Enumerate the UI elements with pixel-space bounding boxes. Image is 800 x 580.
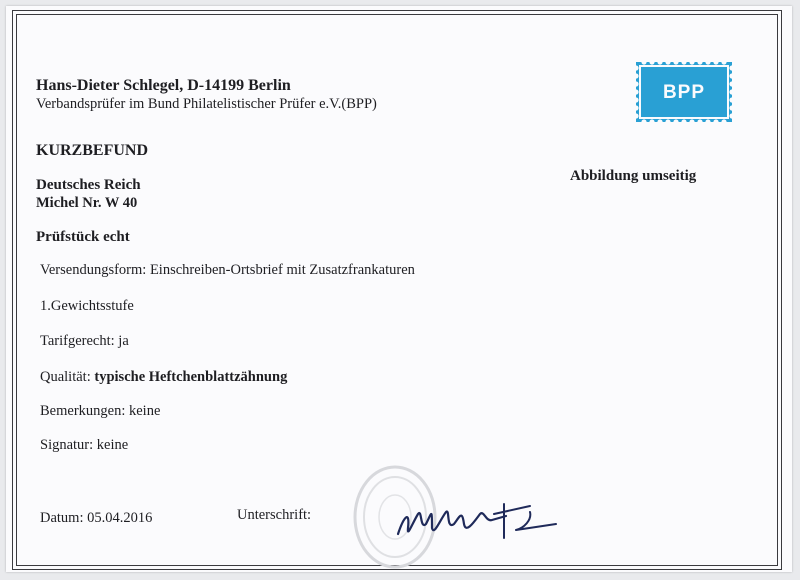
field-value: ja <box>118 333 129 349</box>
illustration-note: Abbildung umseitig <box>570 168 697 184</box>
field-qualitaet <box>40 369 287 386</box>
document-type: KURZBEFUND <box>36 142 149 159</box>
verdict: Prüfstück echt <box>36 229 130 245</box>
field-label: Versendungsform: <box>40 262 147 278</box>
collecting-area: Deutsches Reich <box>36 177 141 193</box>
field-value: keine <box>129 403 161 419</box>
field-label: Signatur: <box>40 437 94 453</box>
field-bemerkungen <box>40 403 160 420</box>
field-value: keine <box>96 437 129 453</box>
date-label: Datum: <box>40 510 84 526</box>
handwritten-signature <box>380 494 570 550</box>
bpp-logo-text: BPP <box>662 82 706 104</box>
field-label: Tarifgerecht: <box>40 333 115 349</box>
catalog-number: Michel Nr. W 40 <box>36 195 138 211</box>
field-label: Bemerkungen: <box>40 403 126 419</box>
bpp-logo <box>636 62 732 122</box>
signature-label: Unterschrift: <box>237 507 312 523</box>
field-versendungsform <box>40 262 415 279</box>
field-value: 1.Gewichtsstufe <box>40 298 134 314</box>
date-value: 05.04.2016 <box>87 510 153 526</box>
field-gewichtsstufe <box>40 298 134 315</box>
date-line <box>40 510 152 527</box>
examiner-affiliation: Verbandsprüfer im Bund Philatelistischer Prüfer e.V.(BPP) <box>36 96 377 112</box>
field-value: Einschreiben-Ortsbrief mit Zusatzfrankaturen <box>149 262 415 278</box>
examiner-name: Hans-Dieter Schlegel, D-14199 Berlin <box>36 77 291 94</box>
field-tarifgerecht <box>40 333 129 350</box>
field-signatur <box>40 437 128 454</box>
field-value: typische Heftchenblattzähnung <box>94 369 288 385</box>
field-label: Qualität: <box>40 369 91 385</box>
